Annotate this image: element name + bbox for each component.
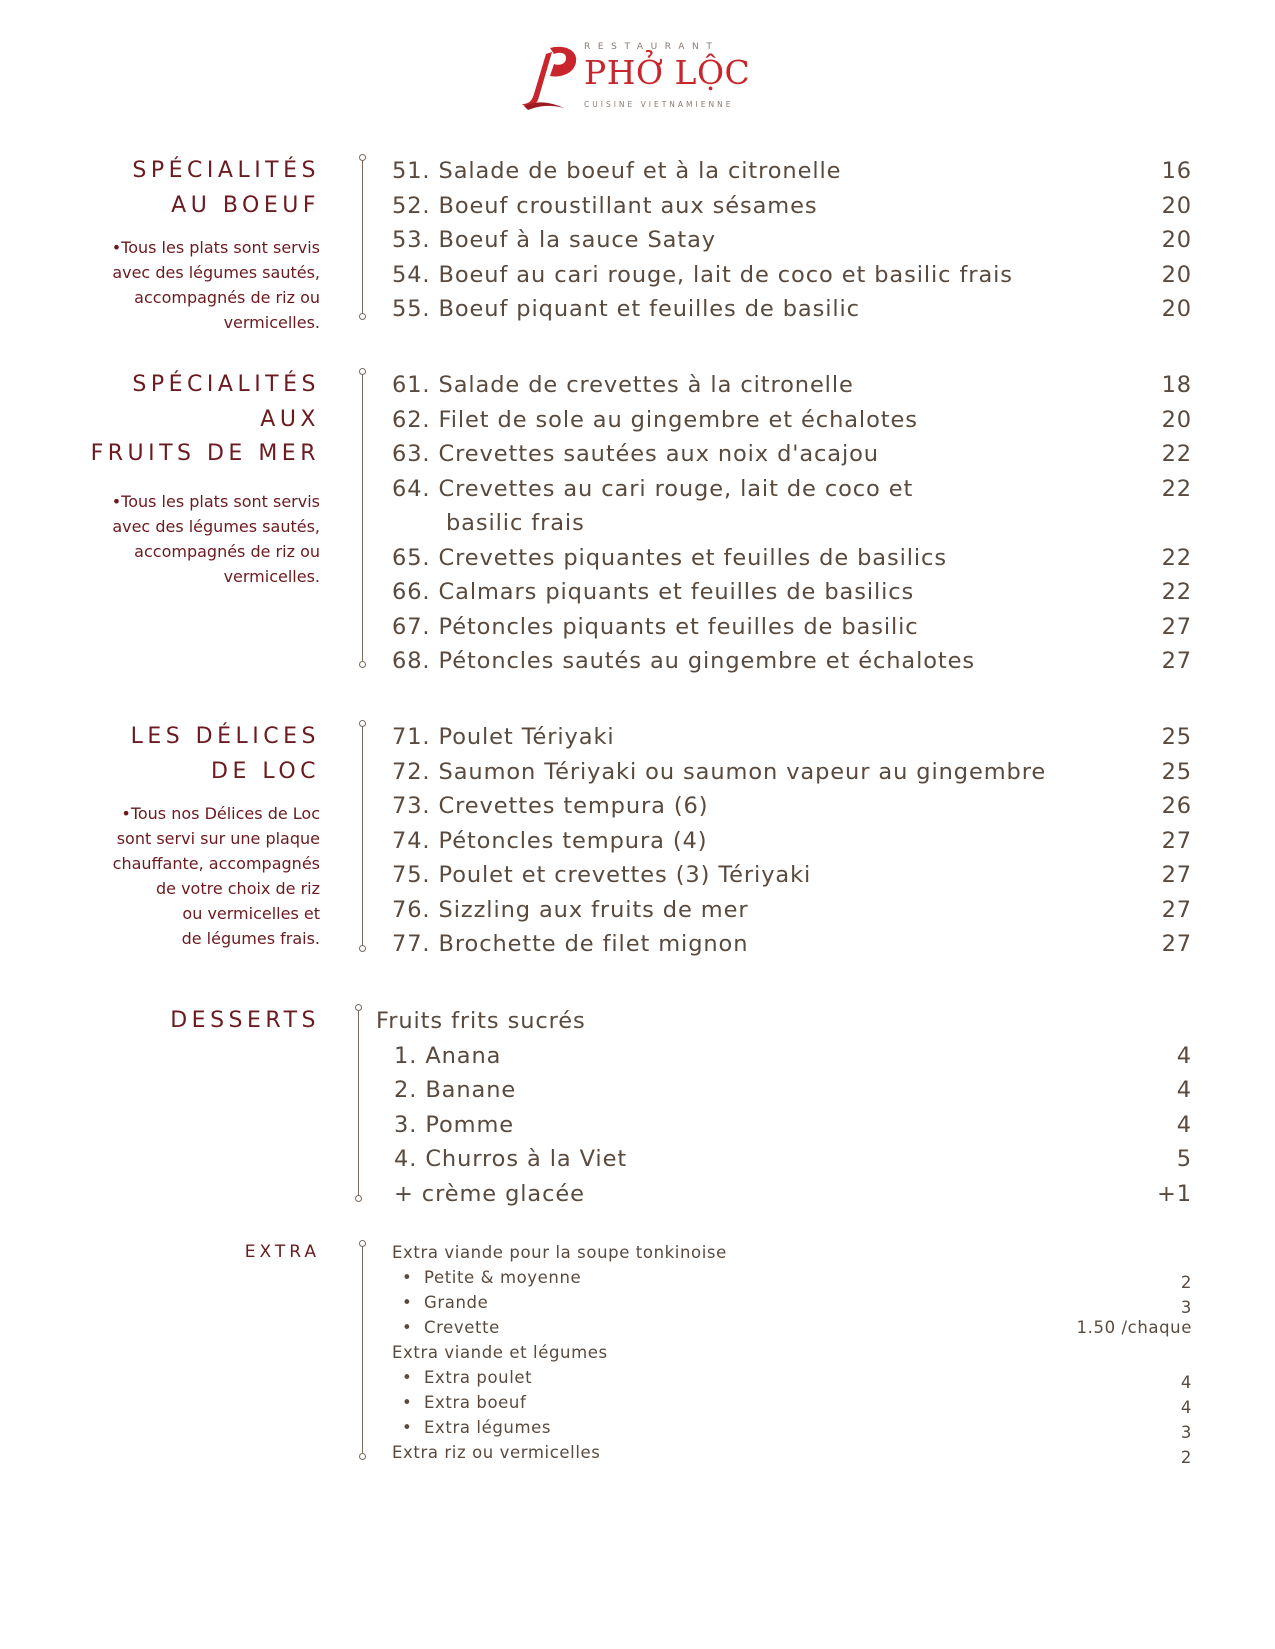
item-price: 3 (1180, 1423, 1192, 1442)
menu-item (392, 1390, 1192, 1415)
menu-item (392, 893, 1192, 928)
section-title (245, 1240, 320, 1265)
bullet-icon: • (402, 1268, 413, 1287)
item-price: 20 (1161, 227, 1192, 253)
section-title-line: AUX (260, 406, 320, 432)
note-line: de légumes frais. (181, 929, 320, 948)
item-price: 20 (1161, 192, 1192, 219)
item-label: 55. Boeuf piquant et feuilles de basilic (392, 296, 860, 322)
item-price: 26 (1161, 793, 1192, 819)
section-title (132, 154, 320, 223)
logo-name: PHỞ LỘC (584, 53, 751, 92)
menu-item (392, 1265, 1192, 1290)
menu-item (392, 403, 1192, 438)
section-divider (362, 372, 363, 664)
item-price: 1.50 /chaque (1076, 1318, 1192, 1337)
menu-items (376, 1004, 1192, 1211)
item-label: 62. Filet de sole au gingembre et échalotes (392, 406, 918, 433)
item-price: 25 (1161, 724, 1192, 750)
section-title-line: DE LOC (211, 758, 320, 784)
dessert-heading: Fruits frits sucrés (376, 1008, 586, 1034)
restaurant-logo (520, 38, 760, 114)
note-line: de votre choix de riz (155, 879, 320, 898)
menu-items (392, 368, 1192, 679)
section-title (131, 720, 320, 789)
item-label: Extra légumes (424, 1418, 552, 1437)
menu-item (376, 1108, 1192, 1143)
note-line: chauffante, accompagnés (112, 854, 320, 873)
item-price: 22 (1161, 579, 1192, 605)
bullet-icon: • (402, 1318, 413, 1337)
pho-loc-logo-icon (520, 42, 582, 112)
item-label: 54. Boeuf au cari rouge, lait de coco et basilic frais (392, 261, 1013, 288)
section-note (112, 489, 320, 589)
menu-item (376, 1142, 1192, 1177)
note-line: ou vermicelles et (182, 904, 320, 923)
item-price: 27 (1161, 648, 1192, 674)
item-price: 20 (1161, 261, 1192, 288)
item-label: 52. Boeuf croustillant aux sésames (392, 192, 818, 219)
menu-item (376, 1073, 1192, 1108)
note-line: avec des légumes sautés, (112, 517, 320, 536)
item-label-continued: basilic frais (446, 510, 585, 536)
item-price: 4 (1176, 1042, 1192, 1069)
item-label: 71. Poulet Tériyaki (392, 724, 615, 750)
menu-item (392, 927, 1192, 962)
section-title-line: FRUITS DE MER (90, 441, 320, 466)
item-price: 27 (1161, 896, 1192, 923)
menu-item (392, 368, 1192, 403)
item-price: 2 (1180, 1448, 1192, 1467)
menu-item (392, 610, 1192, 645)
item-label: 4. Churros à la Viet (394, 1146, 628, 1172)
section-title (170, 1004, 320, 1039)
section-divider (362, 158, 363, 316)
item-price: 20 (1161, 406, 1192, 433)
note-line: vermicelles. (223, 313, 320, 332)
item-price: 27 (1161, 931, 1192, 957)
menu-item (376, 1039, 1192, 1074)
item-price: 22 (1161, 475, 1192, 502)
item-label: + crème glacée (394, 1180, 585, 1207)
item-price: 20 (1161, 296, 1192, 322)
note-line: vermicelles. (223, 567, 320, 586)
menu-item (392, 1365, 1192, 1390)
item-label: 76. Sizzling aux fruits de mer (392, 896, 749, 923)
menu-item (392, 1440, 1192, 1465)
item-label: 64. Crevettes au cari rouge, lait de coco et (392, 475, 914, 502)
bullet-icon: • (402, 1293, 413, 1312)
item-label: 72. Saumon Tériyaki ou saumon vapeur au gingembre (392, 758, 1047, 785)
item-label: Grande (424, 1293, 489, 1312)
note-line: accompagnés de riz ou (134, 288, 320, 307)
item-label: 61. Salade de crevettes à la citronelle (392, 372, 854, 398)
section-divider (358, 1008, 359, 1198)
item-label: 67. Pétoncles piquants et feuilles de basilic (392, 613, 919, 640)
note-line: •Tous nos Délices de Loc (121, 804, 320, 823)
menu-item (392, 223, 1192, 258)
menu-item (392, 755, 1192, 790)
menu-item (392, 154, 1192, 189)
menu-items (392, 1240, 1192, 1465)
item-price: 4 (1176, 1077, 1192, 1103)
item-price: +1 (1157, 1180, 1192, 1207)
item-label: Petite & moyenne (424, 1268, 582, 1287)
item-label: 66. Calmars piquants et feuilles de basilics (392, 579, 915, 605)
menu-item (392, 1315, 1192, 1340)
menu-item (392, 292, 1192, 327)
section-title-line: SPÉCIALITÉS (132, 372, 320, 397)
item-label: Crevette (424, 1318, 500, 1337)
menu-item (392, 720, 1192, 755)
note-line: •Tous les plats sont servis (111, 238, 320, 257)
section-note (112, 235, 320, 335)
item-label: Extra boeuf (424, 1393, 527, 1412)
item-price: 4 (1176, 1111, 1192, 1138)
section-note (113, 801, 320, 951)
section-title-line: AU BOEUF (171, 192, 320, 218)
item-label: 2. Banane (394, 1077, 517, 1103)
extra-heading (392, 1240, 1192, 1265)
item-label: 53. Boeuf à la sauce Satay (392, 227, 716, 253)
menu-item (392, 437, 1192, 472)
menu-item (392, 575, 1192, 610)
item-label: Extra viande pour la soupe tonkinoise (392, 1243, 727, 1262)
bullet-icon: • (402, 1418, 413, 1437)
item-price: 25 (1161, 758, 1192, 785)
item-price: 4 (1180, 1398, 1192, 1417)
item-price: 22 (1161, 441, 1192, 467)
menu-item (392, 1290, 1192, 1315)
note-line: •Tous les plats sont servis (111, 492, 320, 511)
note-line: accompagnés de riz ou (134, 542, 320, 561)
menu-item (392, 824, 1192, 859)
section-title-line: DESSERTS (170, 1008, 320, 1033)
section-title-line: EXTRA (244, 1242, 320, 1262)
item-label: 68. Pétoncles sautés au gingembre et échalotes (392, 648, 975, 674)
item-label: 1. Anana (394, 1042, 502, 1069)
item-price: 18 (1161, 372, 1192, 398)
item-label: Extra poulet (424, 1368, 533, 1387)
item-price: 16 (1161, 158, 1192, 184)
note-line: sont servi sur une plaque (116, 829, 320, 848)
item-price: 3 (1180, 1298, 1192, 1317)
bullet-icon: • (402, 1393, 413, 1412)
section-divider (362, 724, 363, 948)
bullet-icon: • (402, 1368, 413, 1387)
menu-items (392, 154, 1192, 327)
item-price: 27 (1161, 613, 1192, 640)
item-label: 73. Crevettes tempura (6) (392, 793, 709, 819)
extra-heading (392, 1340, 1192, 1365)
item-label: 3. Pomme (394, 1111, 515, 1138)
logo-top-text: RESTAURANT (584, 42, 720, 52)
menu-item (392, 858, 1192, 893)
item-label: 77. Brochette de filet mignon (392, 931, 749, 957)
menu-item (392, 789, 1192, 824)
item-price: 4 (1180, 1373, 1192, 1392)
menu-item (376, 1177, 1192, 1212)
menu-item (392, 258, 1192, 293)
item-price: 5 (1176, 1146, 1192, 1172)
menu-item (392, 472, 1192, 541)
item-price: 22 (1161, 544, 1192, 571)
item-label: 63. Crevettes sautées aux noix d'acajou (392, 441, 879, 467)
item-label: Extra riz ou vermicelles (392, 1443, 601, 1462)
menu-item (392, 644, 1192, 679)
item-price: 2 (1180, 1273, 1192, 1292)
item-label: 51. Salade de boeuf et à la citronelle (392, 158, 842, 184)
menu-item (392, 1415, 1192, 1440)
logo-sub-text: CUISINE VIETNAMIENNE (584, 100, 734, 109)
note-line: avec des légumes sautés, (112, 263, 320, 282)
section-divider (362, 1244, 363, 1456)
item-label: 74. Pétoncles tempura (4) (392, 827, 708, 854)
item-label: 75. Poulet et crevettes (3) Tériyaki (392, 862, 812, 888)
menu-item (392, 189, 1192, 224)
item-label: 65. Crevettes piquantes et feuilles de basilics (392, 544, 947, 571)
menu-item (392, 541, 1192, 576)
section-title (91, 368, 320, 472)
item-price: 27 (1161, 862, 1192, 888)
menu-items (392, 720, 1192, 962)
item-price: 27 (1161, 827, 1192, 854)
item-label: Extra viande et légumes (392, 1343, 608, 1362)
section-title-line: SPÉCIALITÉS (132, 158, 320, 183)
section-title-line: LES DÉLICES (130, 724, 320, 749)
